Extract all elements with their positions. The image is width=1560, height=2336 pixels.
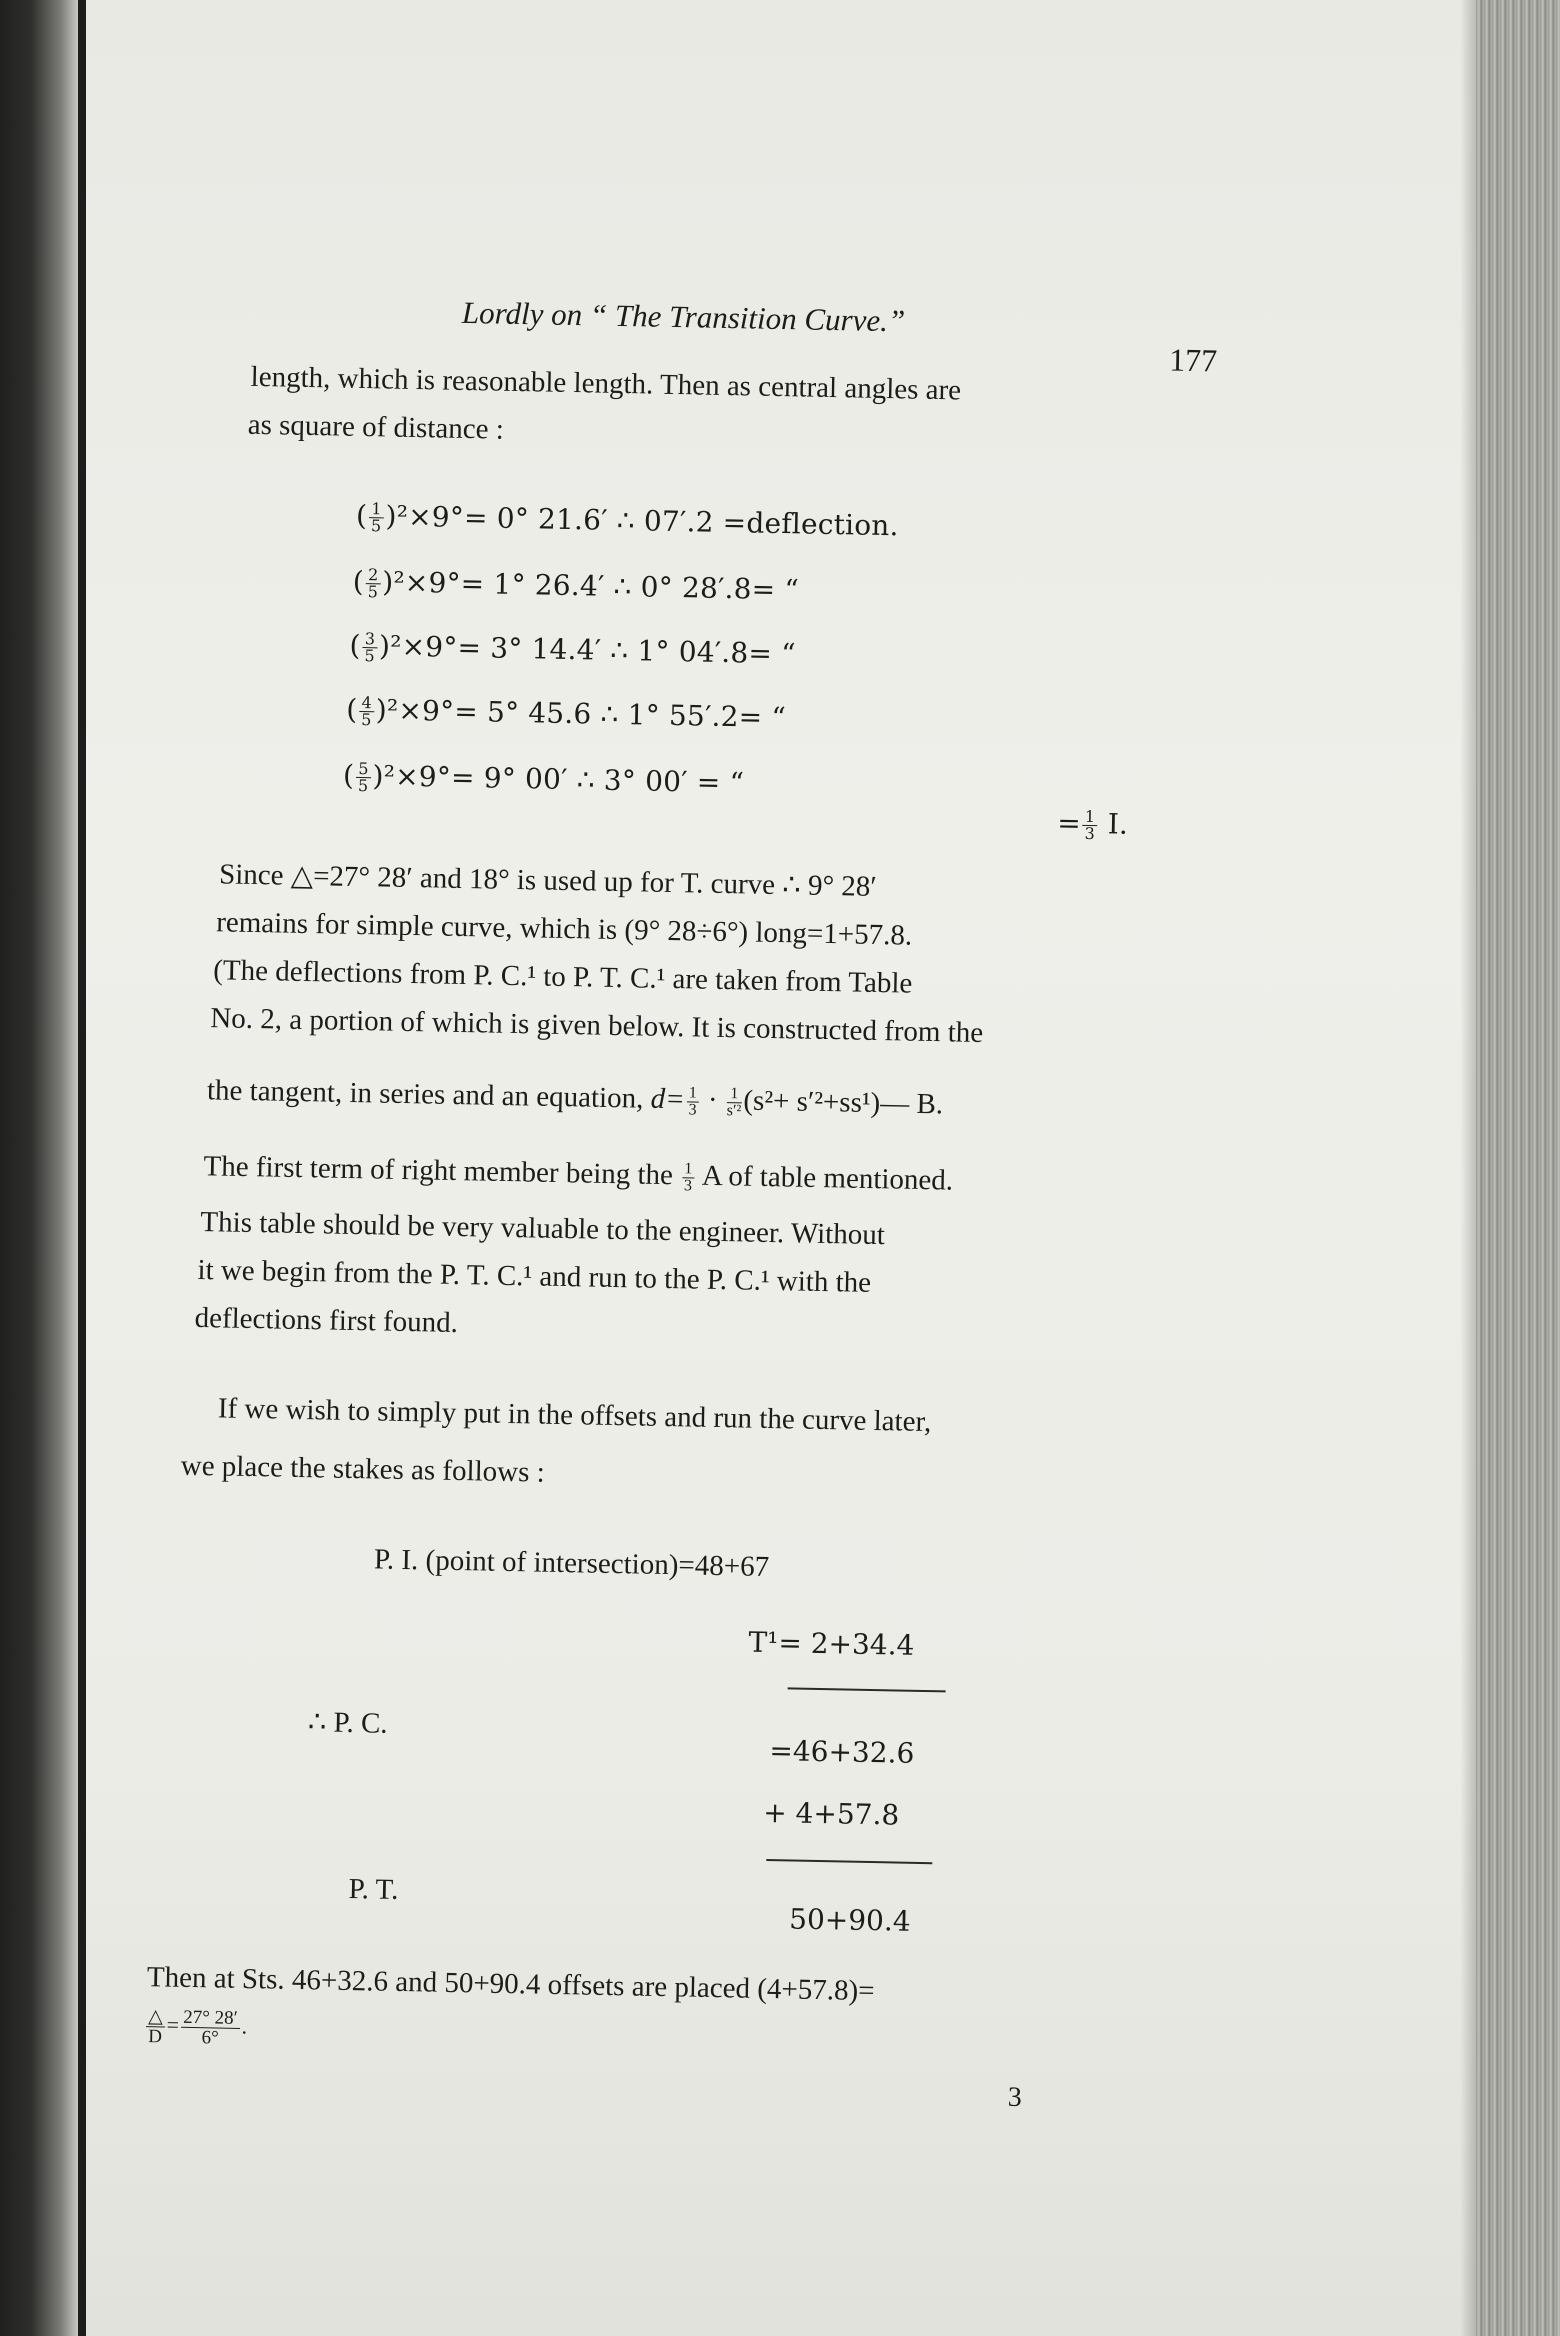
- station-pt-value: 50+90.4: [788, 1902, 911, 1938]
- since-line-1: Since △=27° 28′ and 18° is used up for T. curve ∴ 9° 28′: [218, 858, 877, 903]
- then-line-1: Then at Sts. 46+32.6 and 50+90.4 offsets are placed (4+57.8)=: [146, 1961, 875, 2008]
- fraction: $\frac{1}{3}$: [1084, 806, 1096, 844]
- wish-line-2: we place the stakes as follows :: [180, 1449, 546, 1489]
- deflection-row-1: ( $\frac{1}{5}$ )²×9°= 0° 21.6′ ∴ 07′.2 =deflection.: [355, 498, 899, 543]
- intro-line-1: length, which is reasonable length. Then as central angles are: [250, 360, 962, 407]
- fraction: $\frac{4}{5}$: [361, 693, 373, 730]
- fraction: $\frac{1}{5}$: [370, 499, 382, 536]
- station-pi: P. I. (point of intersection)=48+67: [373, 1543, 770, 1584]
- fraction: $\frac{1}{3}$: [688, 1084, 698, 1119]
- running-title: Lordly on “ The Transition Curve.”: [461, 294, 906, 339]
- deflection-row-2: ( $\frac{2}{5}$ )²×9°= 1° 26.4′ ∴ 0° 28′.8= “: [352, 564, 800, 607]
- wish-line-1: If we wish to simply put in the offsets and run the curve later,: [217, 1392, 932, 1439]
- sum-rule-2: [766, 1859, 932, 1864]
- fraction: $\frac{\triangle}{D}$: [148, 2006, 164, 2048]
- station-pt-label: P. T.: [348, 1873, 399, 1906]
- station-pc-label: ∴ P. C.: [307, 1706, 388, 1740]
- station-add-value: + 4+57.8: [762, 1795, 900, 1832]
- first-line-1: The first term of right member being the $\frac{1}{3}$ A of table mentioned.: [203, 1150, 954, 1197]
- since-line-2: remains for simple curve, which is (9° 28÷6°) long=1+57.8.: [215, 906, 913, 952]
- since-line-3: (The deflections from P. C.¹ to P. T. C.¹ are taken from Table: [213, 954, 913, 1000]
- first-line-3: it we begin from the P. T. C.¹ and run to the P. C.¹ with the: [197, 1253, 872, 1299]
- deflection-row-4: ( $\frac{4}{5}$ )²×9°= 5° 45.6 ∴ 1° 55′.2= “: [346, 692, 787, 735]
- fraction: $\frac{5}{5}$: [357, 758, 369, 796]
- signature-mark: 3: [1007, 2081, 1023, 2113]
- page-number: 177: [1168, 341, 1218, 379]
- fraction: $\frac{3}{5}$: [364, 629, 376, 666]
- station-t1: T¹= 2+34.4: [748, 1625, 915, 1662]
- fraction: $\frac{1}{3}$: [683, 1160, 693, 1195]
- sum-rule-1: [788, 1687, 946, 1692]
- since-line-4: No. 2, a portion of which is given below. It is constructed from the: [210, 1002, 984, 1050]
- first-line-4: deflections first found.: [194, 1301, 459, 1339]
- one-third-i: = $\frac{1}{3}$ I.: [1056, 806, 1129, 844]
- intro-line-2: as square of distance :: [247, 408, 505, 446]
- deflection-row-3: ( $\frac{3}{5}$ )²×9°= 3° 14.4′ ∴ 1° 04′.8= “: [349, 628, 797, 671]
- then-line-2-fraction: $\frac{\triangle}{D}$ = $\frac{27^\circ 28'}{6^\circ}$ .: [144, 2007, 248, 2048]
- first-line-2: This table should be very valuable to the engineer. Without: [200, 1206, 886, 1252]
- fraction: $\frac{1}{\text{s′²}}$: [726, 1085, 742, 1120]
- station-pc-value: =46+32.6: [769, 1734, 915, 1770]
- fraction: $\frac{2}{5}$: [367, 565, 379, 602]
- since-line-5: the tangent, in series and an equation, d= $\frac{1}{3}$ · $\frac{1}{\text{s′²}}$ (s²+ s′²+ss¹)— B.: [206, 1074, 944, 1121]
- fraction: $\frac{27^\circ 28'}{6^\circ}$: [183, 2006, 238, 2049]
- deflection-row-5: ( $\frac{5}{5}$ )²×9°= 9° 00′ ∴ 3° 00′ = “: [342, 758, 745, 800]
